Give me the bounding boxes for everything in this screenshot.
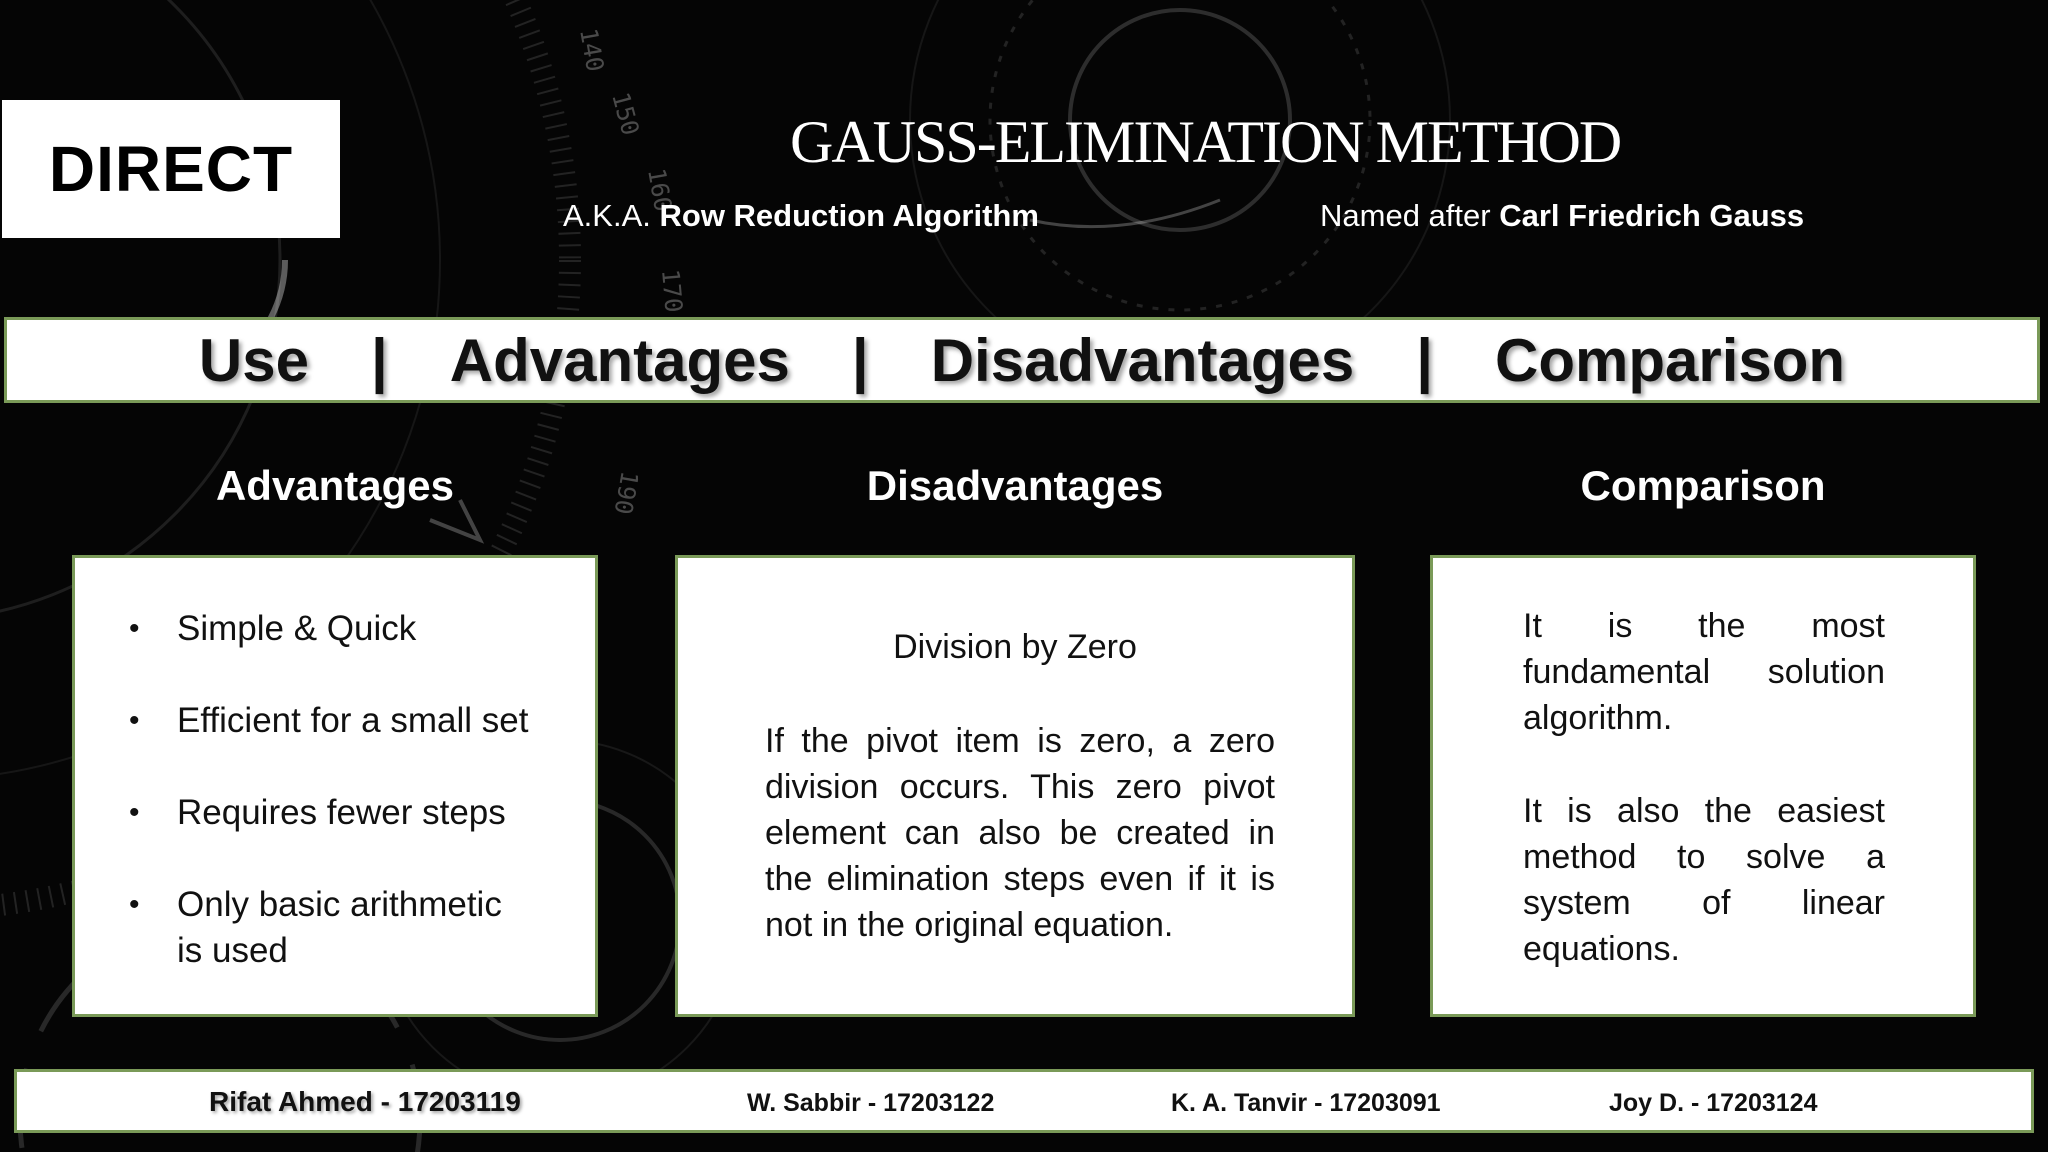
category-tag-label: DIRECT [48,133,294,205]
nav-separator: | [851,326,869,394]
named-prefix: Named after [1320,198,1491,233]
team-member: Joy D. - 17203124 [1609,1089,1818,1117]
team-member: Rifat Ahmed - 17203119 [209,1086,521,1117]
list-item-text: Simple & Quick [177,609,417,648]
category-tag [2,100,340,238]
bullet-icon: • [129,704,140,737]
list-item [129,882,507,974]
aka-line [563,198,1039,234]
list-item [129,606,528,652]
svg-text:170: 170 [656,268,688,314]
bullet-icon: • [129,796,140,829]
comparison-paragraph-2: It is also the easiest method to solve a system of linear equations. [1523,792,1885,968]
team-member: W. Sabbir - 17203122 [747,1089,995,1117]
nav-item-comparison[interactable]: Comparison [1495,326,1846,394]
aka-prefix: A.K.A. [563,198,651,233]
disadvantage-title: Division by Zero [893,628,1137,666]
advantages-card [72,555,598,1017]
svg-text:160: 160 [642,166,678,214]
list-item-text: Only basic arithmetic is used [177,885,502,970]
section-nav [4,317,2040,403]
advantages-heading: Advantages [215,462,455,509]
named-after-line [1320,198,1804,234]
svg-text:140: 140 [574,26,610,74]
nav-item-use[interactable]: Use [198,326,309,394]
nav-separator: | [371,326,388,394]
disadvantage-body: If the pivot item is zero, a zero division occurs. This zero pivot element can also be created in the elimination steps even if it is not in the original equation. [765,722,1275,944]
disadvantages-heading: Disadvantages [866,462,1164,509]
team-member: K. A. Tanvir - 17203091 [1171,1089,1441,1117]
list-item [129,790,528,836]
bullet-icon: • [129,612,140,645]
named-value: Carl Friedrich Gauss [1499,198,1805,233]
nav-item-advantages[interactable]: Advantages [449,326,790,394]
list-item-text: Efficient for a small set [177,701,529,740]
list-item-text: Requires fewer steps [177,793,506,832]
advantages-list [129,606,528,1020]
svg-text:150: 150 [606,89,645,139]
svg-text:190: 190 [608,468,644,517]
slide-title: GAUSS-ELIMINATION METHOD [790,109,1621,175]
comparison-heading: Comparison [1580,462,1826,509]
comparison-paragraph-1: It is the most fundamental solution algorithm. [1523,607,1885,737]
nav-separator: | [1416,326,1434,394]
comparison-card [1430,555,1976,1017]
disadvantages-card [675,555,1355,1017]
team-footer [14,1069,2034,1133]
list-item [129,698,528,744]
bullet-icon: • [129,888,140,921]
aka-value: Row Reduction Algorithm [659,198,1039,233]
nav-item-disadvantages[interactable]: Disadvantages [930,326,1355,394]
